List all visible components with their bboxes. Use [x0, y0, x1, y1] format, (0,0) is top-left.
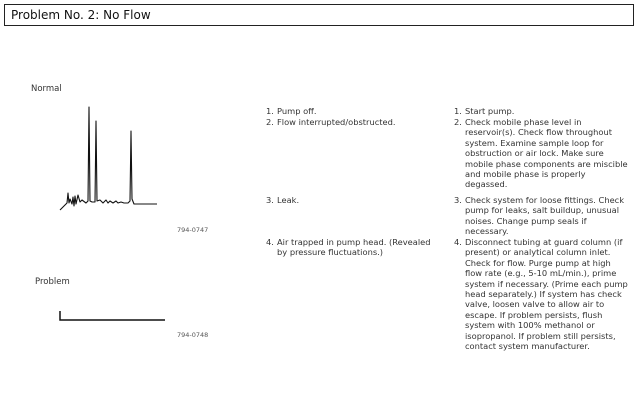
solution-number: 4.	[454, 237, 462, 247]
solution-text: Check system for loose fittings. Check pump for leaks, salt buildup, unusual noises. Change pump seals if necessary.	[465, 195, 625, 237]
solution-item	[454, 117, 630, 190]
causes-list	[266, 106, 441, 266]
solution-number: 2.	[454, 117, 462, 127]
cause-number: 1.	[266, 106, 274, 116]
cause-number: 4.	[266, 237, 274, 247]
cause-item	[266, 117, 396, 127]
cause-text: Pump off.	[277, 106, 317, 116]
problem-label: Problem	[35, 277, 70, 287]
problem-chromatogram	[58, 308, 168, 328]
cause-number: 3.	[266, 195, 274, 205]
problem-trace	[60, 311, 165, 320]
problem-figure-code: 794-0748	[177, 331, 209, 339]
page-title: Problem No. 2: No Flow	[11, 8, 151, 22]
cause-item	[266, 237, 441, 258]
solution-text: Disconnect tubing at guard column (if present) or analytical column inlet. Check for flow. Purge pump at high flow rate (e.g., 5-10 mL/min.), prime system if necessary. (Prime each pump head separately.) If system has check valve, loosen valve to allow air to escape. If problem persists, flush system with 100% methanol or isopropanol. If problem still persists, contact system manufacturer.	[465, 237, 628, 352]
solution-item	[454, 106, 514, 116]
solution-text: Check mobile phase level in reservoir(s). Check flow throughout system. Examine sample loop for obstruction or air lock. Make sure mobile phase components are miscible and mobile phase is properly degassed.	[465, 117, 628, 190]
normal-label: Normal	[31, 84, 62, 94]
solution-item	[454, 237, 630, 351]
cause-number: 2.	[266, 117, 274, 127]
header-box	[4, 4, 634, 26]
normal-trace	[60, 107, 157, 210]
solutions-list	[454, 106, 630, 366]
solution-item	[454, 195, 630, 237]
solution-number: 3.	[454, 195, 462, 205]
solution-text: Start pump.	[465, 106, 515, 116]
cause-text: Air trapped in pump head. (Revealed by pressure fluctuations.)	[277, 237, 431, 258]
cause-item	[266, 195, 299, 205]
normal-figure-code: 794-0747	[177, 226, 209, 234]
normal-chromatogram	[58, 100, 168, 220]
cause-item	[266, 106, 317, 116]
cause-text: Flow interrupted/obstructed.	[277, 117, 396, 127]
solution-number: 1.	[454, 106, 462, 116]
cause-text: Leak.	[277, 195, 300, 205]
